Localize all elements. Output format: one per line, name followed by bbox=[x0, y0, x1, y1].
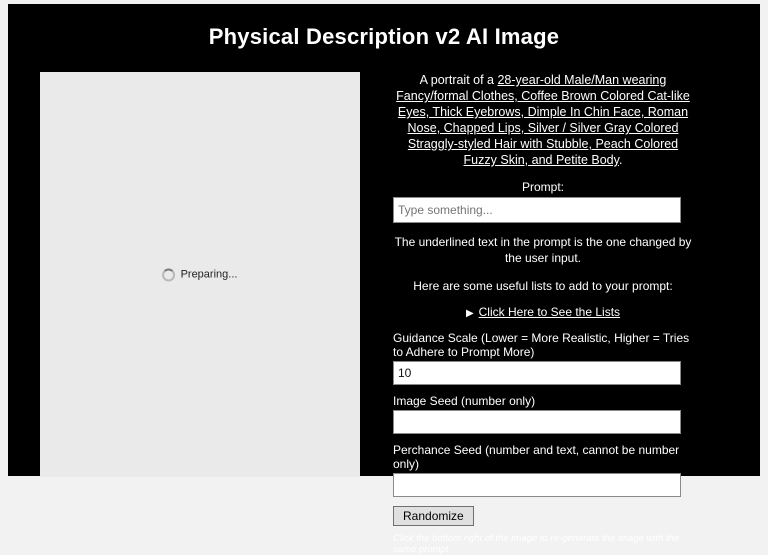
main-content bbox=[8, 72, 760, 555]
perchance-seed-label: Perchance Seed (number and text, cannot be number only) bbox=[393, 443, 680, 471]
page-title: Physical Description v2 AI Image bbox=[208, 24, 560, 49]
guidance-scale-label: Guidance Scale (Lower = More Realistic, Higher = Tries to Adhere to Prompt More) bbox=[393, 331, 690, 359]
lists-disclosure-label[interactable]: Click Here to See the Lists bbox=[478, 305, 621, 319]
prompt-label: Prompt: bbox=[521, 180, 564, 194]
preview-status-label: Preparing... bbox=[180, 268, 238, 281]
loading-spinner-icon bbox=[162, 268, 175, 281]
randomize-button[interactable]: Randomize bbox=[393, 506, 474, 526]
description-tail: . bbox=[618, 153, 623, 167]
preview-status bbox=[162, 268, 238, 281]
underline-note: The underlined text in the prompt is the one changed by the user input. bbox=[394, 235, 692, 265]
image-seed-input[interactable] bbox=[393, 410, 681, 434]
regenerate-hint: Click the bottom right of the image to re-generate the image with the same prompt bbox=[393, 533, 680, 555]
image-preview-column bbox=[8, 72, 383, 477]
image-seed-label: Image Seed (number only) bbox=[393, 394, 536, 408]
lists-note: Here are some useful lists to add to your prompt: bbox=[413, 279, 673, 293]
guidance-scale-input[interactable] bbox=[393, 361, 681, 385]
prompt-input[interactable] bbox=[393, 197, 681, 223]
description-lead: A portrait of a bbox=[419, 73, 498, 87]
lists-disclosure[interactable] bbox=[393, 305, 693, 319]
controls-column bbox=[393, 72, 693, 555]
description-highlight: 28-year-old Male/Man wearing Fancy/formal Clothes, Coffee Brown Colored Cat-like Eyes, Thick Eyebrows, Dimple In Chin Face, Roman Nose, Chapped Lips, Silver / Silver Gray Colored Straggly-styled Hair with Stubble, Peach Colored Fuzzy Skin, and Petite Body bbox=[396, 73, 690, 167]
prompt-description bbox=[393, 72, 693, 168]
perchance-seed-input[interactable] bbox=[393, 473, 681, 497]
image-preview-panel[interactable] bbox=[40, 72, 360, 477]
app-window bbox=[8, 4, 760, 555]
triangle-right-icon: ▶ bbox=[465, 308, 474, 319]
